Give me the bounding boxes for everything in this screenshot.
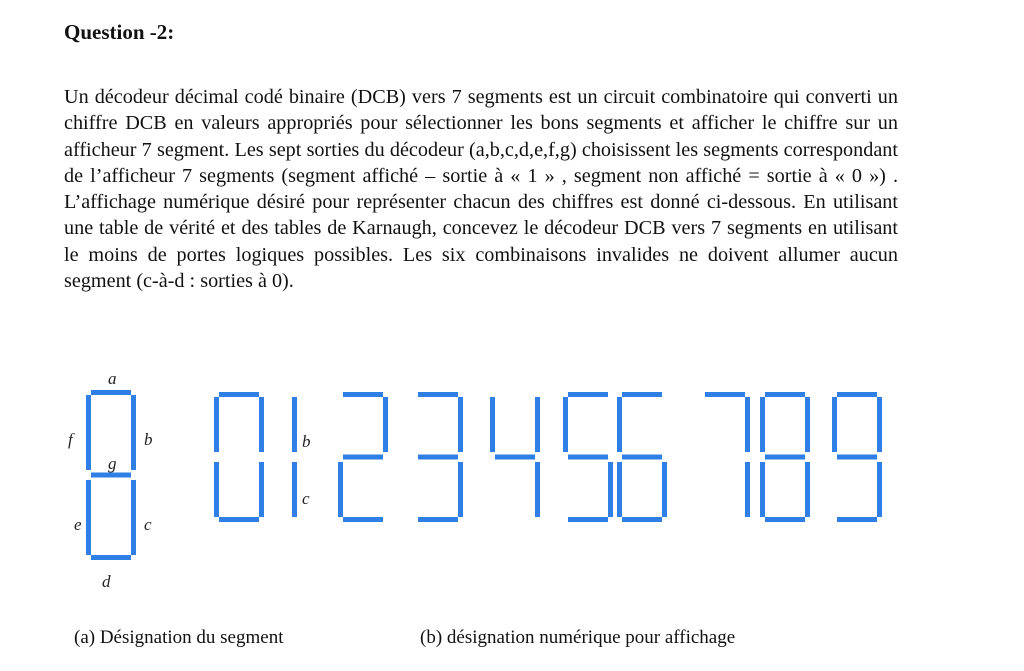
digit-8-segment-f <box>760 397 765 452</box>
digit-6-segment-g <box>622 455 662 460</box>
digit-5-segment-c <box>608 462 613 517</box>
reference-segment-b <box>131 395 136 470</box>
digit-display-9 <box>832 392 882 522</box>
digit-display-5 <box>563 392 613 522</box>
digit-0-segment-e <box>214 462 219 517</box>
digit-6-segment-d <box>622 517 662 522</box>
digit-4-segment-b <box>535 397 540 452</box>
digit-7-segment-c <box>745 462 750 517</box>
digit-3-segment-a <box>418 392 458 397</box>
digit-8-segment-d <box>765 517 805 522</box>
segment-label-g: g <box>108 454 117 473</box>
segment-label-b: b <box>144 430 153 449</box>
digit-3-segment-g <box>418 455 458 460</box>
digit-display-4 <box>490 397 540 517</box>
digit-2-segment-g <box>343 455 383 460</box>
reference-segment-g <box>91 473 131 478</box>
segment-label-f: f <box>68 430 73 449</box>
digit-display-8 <box>760 392 810 522</box>
segment-label-c: c <box>144 515 152 534</box>
digit-7-segment-a <box>705 392 745 397</box>
digit-9-segment-c <box>877 462 882 517</box>
question-paragraph: Un décodeur décimal codé binaire (DCB) vers 7 segments est un circuit combinatoire qui converti un chiffre DCB en valeurs appropriés pour sélectionner les bons segments et afficher le chiffre sur un afficheur 7 segment. Les sept sorties du décodeur (a,b,c,d,e,f,g) choisissent les segments correspondant de l’afficheur 7 segments (segment affiché – sortie à « 1 » , segment non affiché = sortie à « 0 ») . L’affichage numérique désiré pour représenter chacun des chiffres est donné ci-dessous. En utilisant une table de vérité et des tables de Karnaugh, concevez le décodeur DCB vers 7 segments en utilisant le moins de portes logiques possibles. Les six combinaisons invalides ne doivent allumer aucun segment (c-à-d : sorties à 0). <box>64 86 898 293</box>
digit-3-segment-c <box>458 462 463 517</box>
digit-5-segment-g <box>568 455 608 460</box>
digit-5-segment-d <box>568 517 608 522</box>
digit-display-6 <box>617 392 667 522</box>
digit-display-3 <box>418 392 463 522</box>
digit-9-segment-b <box>877 397 882 452</box>
digit-8-segment-a <box>765 392 805 397</box>
digit-4-segment-f <box>490 397 495 452</box>
digit-9-segment-f <box>832 397 837 452</box>
digit-2-segment-a <box>343 392 383 397</box>
digit-3-segment-d <box>418 517 458 522</box>
digit-1-label-b: b <box>302 432 311 451</box>
digit-6-segment-c <box>662 462 667 517</box>
digit-7-segment-b <box>745 397 750 452</box>
digit-6-segment-a <box>622 392 662 397</box>
digit-9-segment-g <box>837 455 877 460</box>
reference-segment-c <box>131 480 136 555</box>
digit-displays <box>214 392 882 522</box>
digit-0-segment-a <box>219 392 259 397</box>
digit-display-2 <box>338 392 388 522</box>
digit-8-segment-g <box>765 455 805 460</box>
segment-label-a: a <box>108 369 117 388</box>
reference-segment-e <box>86 480 91 555</box>
segment-label-d: d <box>102 572 111 591</box>
caption-segment-designation: (a) Désignation du segment <box>74 627 284 648</box>
digit-2-segment-d <box>343 517 383 522</box>
question-title: Question -2: <box>64 20 175 44</box>
seven-segment-figure <box>0 360 1024 620</box>
digit-9-segment-a <box>837 392 877 397</box>
digit-1-segment-b <box>292 397 297 452</box>
digit-6-segment-f <box>617 397 622 452</box>
digit-1-label-c: c <box>302 489 310 508</box>
digit-display-7 <box>705 392 750 517</box>
digit-1-segment-c <box>292 462 297 517</box>
reference-segment-d <box>91 555 131 560</box>
caption-numeric-designation: (b) désignation numérique pour affichage <box>420 627 736 648</box>
digit-8-segment-c <box>805 462 810 517</box>
reference-segment-a <box>91 390 131 395</box>
digit-0-segment-b <box>259 397 264 452</box>
digit-display-0 <box>214 392 264 522</box>
segment-label-e: e <box>74 515 82 534</box>
digit-9-segment-d <box>837 517 877 522</box>
digit-0-segment-d <box>219 517 259 522</box>
digit-3-segment-b <box>458 397 463 452</box>
digit-8-segment-b <box>805 397 810 452</box>
digit-5-segment-f <box>563 397 568 452</box>
digit-4-segment-c <box>535 462 540 517</box>
digit-6-segment-e <box>617 462 622 517</box>
digit-8-segment-e <box>760 462 765 517</box>
digit-5-segment-a <box>568 392 608 397</box>
reference-segment-f <box>86 395 91 470</box>
digit-display-1 <box>292 397 311 517</box>
segment-reference-digit <box>68 369 153 591</box>
digit-2-segment-b <box>383 397 388 452</box>
digit-0-segment-c <box>259 462 264 517</box>
digit-2-segment-e <box>338 462 343 517</box>
digit-4-segment-g <box>495 455 535 460</box>
digit-0-segment-f <box>214 397 219 452</box>
